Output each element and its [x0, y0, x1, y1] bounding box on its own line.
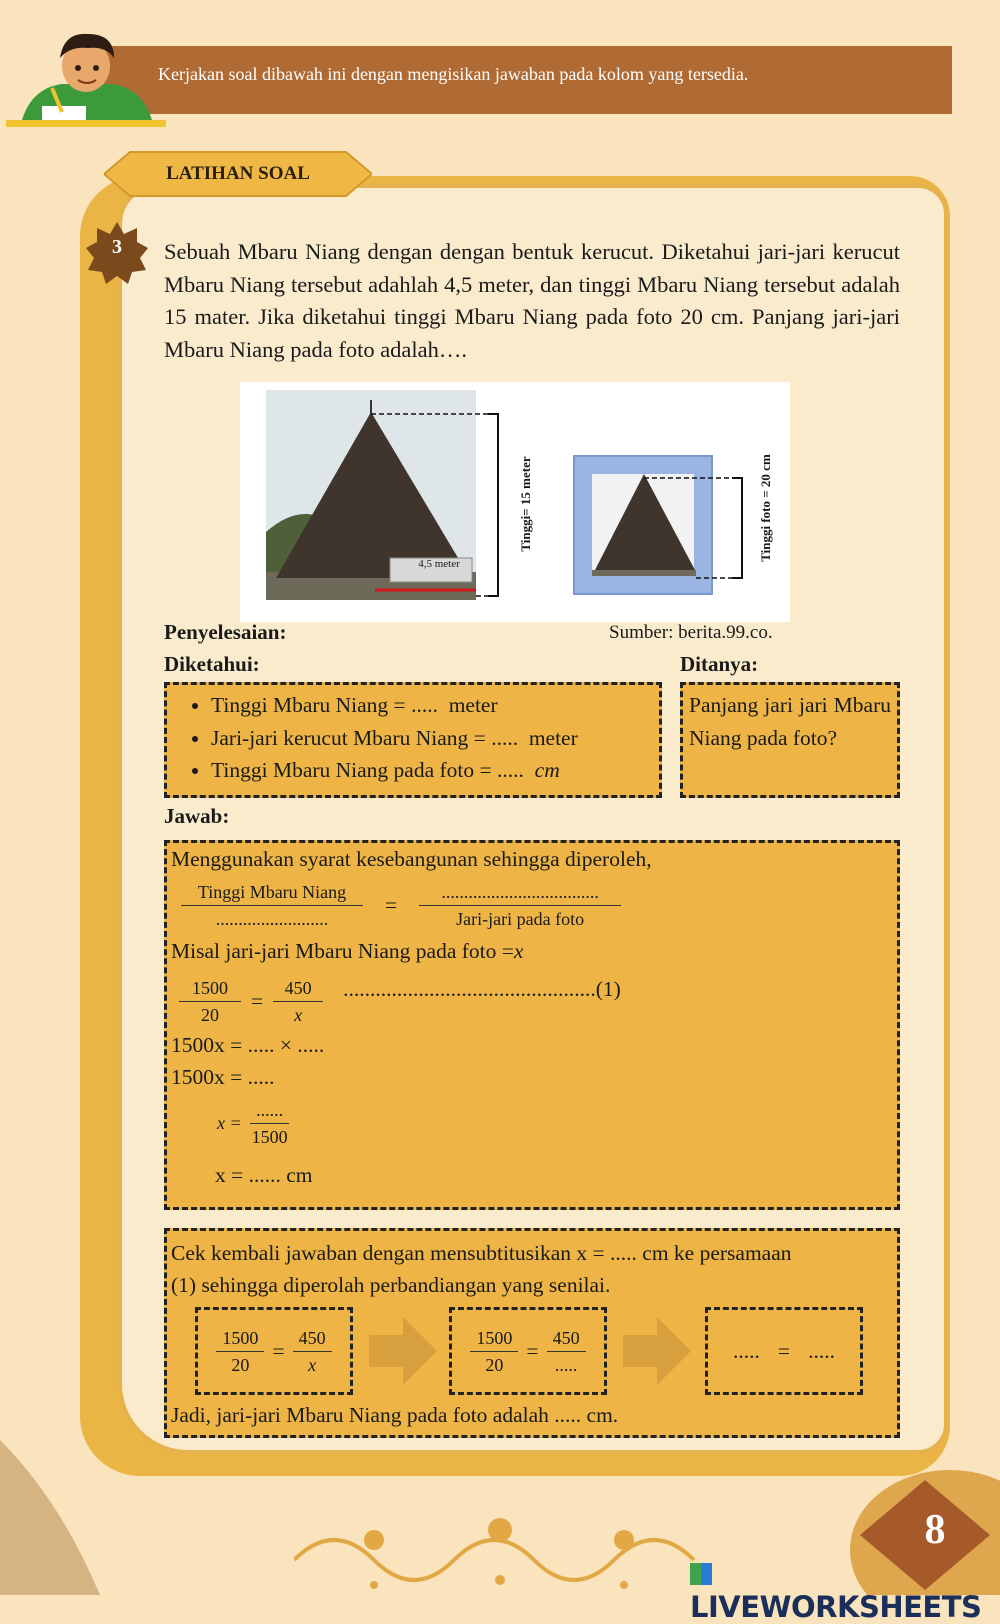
mbaru-niang-photo	[240, 382, 790, 622]
known-item: • Tinggi Mbaru Niang pada foto = ..... cm	[211, 754, 659, 787]
instruction-text: Kerjakan soal dibawah ini dengan mengisikan jawaban pada kolom yang tersedia.	[158, 64, 749, 84]
problem-number: 3	[112, 236, 122, 258]
answer-heading: Jawab:	[164, 804, 230, 828]
blank-ratio-den[interactable]: .........................	[215, 909, 329, 929]
ratio-equation: $\frac{\text{Tinggi Mbaru Niang}}{.........................}$ = $\frac{...................................}{\text{Jari-jari pada foto}}$	[181, 879, 621, 932]
known-heading: Diketahui:	[164, 652, 260, 676]
blank-step3[interactable]: ......	[250, 1097, 289, 1124]
blank-result-right[interactable]: .....	[808, 1338, 835, 1363]
height-label: Tinggi= 15 meter	[518, 456, 533, 552]
blank-ratio-num[interactable]: ...................................	[419, 879, 621, 906]
corner-ornament-icon	[0, 1440, 100, 1595]
answer-intro: Menggunakan syarat kesebangunan sehingga diperoleh,	[171, 847, 652, 871]
known-item: • Tinggi Mbaru Niang = ..... meter	[211, 689, 659, 722]
ratio-right: $\frac{...................................}{\text{Jari-jari pada foto}}$	[419, 879, 621, 932]
image-source: Sumber: berita.99.co.	[609, 622, 773, 643]
step-4[interactable]: x = ...... cm	[215, 1163, 313, 1187]
arrow-right-icon	[369, 1317, 437, 1385]
arrow-right-icon	[623, 1317, 691, 1385]
photo-height-label: Tinggi foto = 20 cm	[758, 454, 773, 562]
check-line-1: Cek kembali jawaban dengan mensubtitusikan x = ..... cm ke persamaan	[171, 1241, 792, 1265]
check-fraction-box-2: $\frac{1500}{20}$ = $\frac{450}{.....}$	[449, 1307, 607, 1395]
student-illustration	[2, 28, 172, 132]
floral-ornament-icon	[294, 1500, 706, 1595]
section-tag: LATIHAN SOAL	[166, 163, 310, 184]
known-box	[164, 682, 662, 798]
step-2[interactable]: 1500x = .....	[171, 1065, 275, 1089]
conclusion: Jadi, jari-jari Mbaru Niang pada foto adalah ..... cm.	[171, 1403, 619, 1427]
step-3: x = $\frac{......}{1500}$	[217, 1097, 294, 1150]
step-1[interactable]: 1500x = ..... × .....	[171, 1033, 325, 1057]
check-fraction-box-1: $\frac{1500}{20}$ = $\frac{450}{x}$	[195, 1307, 353, 1395]
page-number: 8	[924, 1507, 946, 1553]
check-box	[164, 1228, 900, 1438]
photo-illustration	[240, 382, 790, 622]
problem-text: Sebuah Mbaru Niang dengan dengan bentuk kerucut. Diketahui jari-jari kerucut Mbaru Niang tersebut adahlah 4,5 meter, dan tinggi Mbaru Niang tersebut adalah 15 mater. Jika diketahui tinggi Mbaru Niang pada foto 20 cm. Panjang jari-jari Mbaru Niang pada foto adalah….	[164, 239, 900, 362]
known-item: • Jari-jari kerucut Mbaru Niang = ..... meter	[211, 722, 659, 755]
misal-line: Misal jari-jari Mbaru Niang pada foto =x	[171, 939, 524, 963]
blank-photo-height[interactable]: .....	[497, 758, 524, 782]
ratio-left: $\frac{\text{Tinggi Mbaru Niang}}{.........................}$	[181, 879, 363, 932]
blank-check-den[interactable]: .....	[554, 1354, 578, 1375]
answer-box	[164, 840, 900, 1210]
equation-1: $\frac{1500}{20}$ = $\frac{450}{x}$ ...............................................(1)	[179, 975, 621, 1028]
asked-heading: Ditanya:	[680, 652, 759, 676]
blank-radius[interactable]: .....	[491, 725, 519, 750]
asked-text: Panjang jari jari Mbaru Niang pada foto?	[689, 693, 891, 750]
known-list	[167, 685, 659, 787]
check-result-box: ..... = .....	[705, 1307, 863, 1395]
liveworksheets-icon	[690, 1563, 712, 1585]
blank-result-left[interactable]: .....	[733, 1338, 760, 1363]
solution-heading: Penyelesaian:	[164, 620, 287, 644]
liveworksheets-logo[interactable]: LIVEWORKSHEETS	[690, 1556, 1000, 1624]
asked-box	[680, 682, 900, 798]
blank-height[interactable]: .....	[411, 693, 438, 717]
check-line-2: (1) sehingga diperolah perbandiangan yang senilai.	[171, 1273, 611, 1297]
radius-label: 4,5 meter	[418, 558, 460, 570]
equation-label: ...............................................(1)	[343, 977, 621, 1001]
